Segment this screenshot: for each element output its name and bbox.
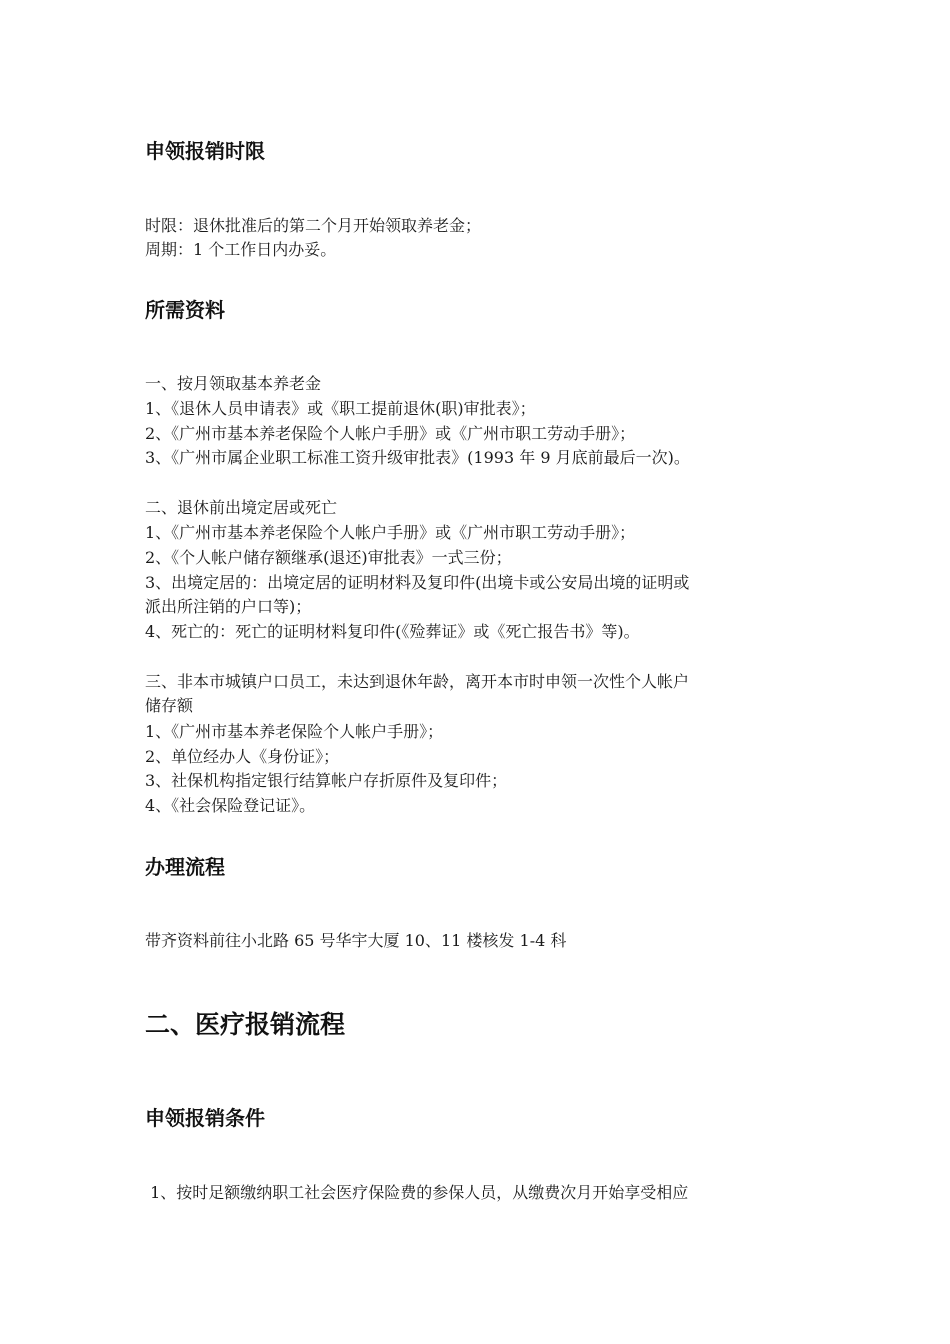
group1-item-3: 3、《广州市属企业职工标准工资升级审批表》(1993 年 9 月底前最后一次)。 [145,448,690,467]
group3-item-1: 1、《广州市基本养老保险个人帐户手册》； [145,722,444,741]
time-limit-line: 时限：退休批准后的第二个月开始领取养老金； [145,216,482,235]
period-line: 周期：1 个工作日内办妥。 [145,240,337,259]
group3-title: 三、非本市城镇户口员工，未达到退休年龄，离开本市时申领一次性个人帐户 [145,672,690,691]
process-text: 带齐资料前往小北路 65 号华宇大厦 10、11 楼核发 1-4 科 [145,931,567,950]
heading-materials: 所需资料 [145,298,225,322]
group3-title-cont: 储存额 [145,696,194,715]
group2-item-4: 4、死亡的：死亡的证明材料复印件(《殓葬证》或《死亡报告书》等)。 [145,622,640,641]
group2-item-1: 1、《广州市基本养老保险个人帐户手册》或《广州市职工劳动手册》； [145,523,636,542]
group1-item-1: 1、《退休人员申请表》或《职工提前退休(职)审批表》； [145,399,536,418]
group3-item-4: 4、《社会保险登记证》。 [145,796,316,815]
section2-title: 二、医疗报销流程 [145,1010,346,1039]
group2-item-3: 3、出境定居的：出境定居的证明材料及复印件(出境卡或公安局出境的证明或 [145,573,690,592]
group1-title: 一、按月领取基本养老金 [145,374,322,393]
group2-item-2: 2、《个人帐户储存额继承(退还)审批表》一式三份； [145,548,512,567]
heading-conditions: 申领报销条件 [145,1106,265,1130]
group2-title: 二、退休前出境定居或死亡 [145,498,338,517]
heading-process: 办理流程 [145,855,225,879]
condition-line-1: 1、按时足额缴纳职工社会医疗保险费的参保人员，从缴费次月开始享受相应 [145,1183,689,1202]
group3-item-2: 2、单位经办人《身份证》； [145,747,340,766]
group1-item-2: 2、《广州市基本养老保险个人帐户手册》或《广州市职工劳动手册》； [145,424,636,443]
group2-item-3-cont: 派出所注销的户口等)； [145,597,312,616]
heading-time-limit: 申领报销时限 [145,139,265,163]
group3-item-3: 3、社保机构指定银行结算帐户存折原件及复印件； [145,771,508,790]
